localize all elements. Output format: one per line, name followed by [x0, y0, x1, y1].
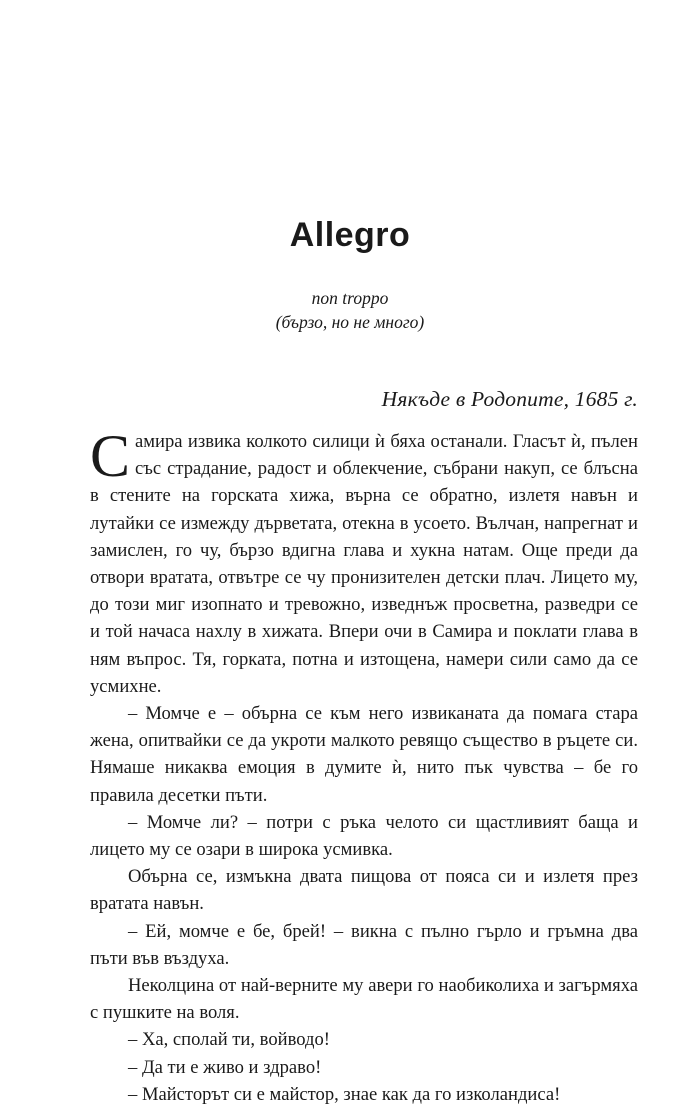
tempo-line-translation: (бързо, но не много)	[275, 312, 425, 332]
paragraph-5: – Ей, момче е бе, брей! – викна с пълно гърло и гръмна два пъти във въздуха.	[90, 920, 638, 969]
body-text	[90, 423, 638, 1108]
tempo-marking	[0, 286, 700, 334]
paragraph-1-text: амира извика колкото силици ѝ бяха останали. Гласът ѝ, пълен със страдание, радост и облекчение, събрани накуп, се блъсна в стените на горската хижа, върна се обратно, излетя навън и лутайки се измежду дърветата, отекна в усоето. Вълчан, напрегнат и замислен, го чу, бързо вдигна глава и хукна натам. Още преди да отвори вратата, отвътре се чу пронизителен детски плач. Лицето му, до този миг изопнато и тревожно, изведнъж просветна, разведри се и той начаса нахлу в хижата. Впери очи в Самира и поклати глава в ням въпрос. Тя, горката, потна и изтощена, намери сили само да се усмихне.	[90, 431, 638, 697]
paragraph-3: – Момче ли? – потри с ръка челото си щастливият баща и лицето му се озари в широка усмивка.	[90, 811, 638, 861]
paragraph-8: – Да ти е живо и здраво!	[128, 1056, 322, 1078]
place-date-heading: Някъде в Родопите, 1685 г.	[381, 387, 638, 411]
paragraph-9: – Майсторът си е майстор, знае как да го изколандиса!	[128, 1083, 561, 1105]
paragraph-2: – Момче е – обърна се към него извиканата да помага стара жена, опитвайки се да укроти малкото ревящо същество в ръцете си. Нямаше никаква емоция в думите ѝ, нито пък чувства – бе го правила десетки пъти.	[90, 703, 638, 806]
chapter-title: Allegro	[289, 216, 411, 254]
drop-cap: С	[90, 423, 131, 489]
paragraph-7: – Ха, сполай ти, войводо!	[128, 1029, 330, 1051]
paragraph-1	[90, 423, 638, 700]
tempo-line-italian: non troppo	[311, 288, 389, 308]
paragraph-6: Неколцина от най-верните му авери го наобиколиха и загърмяха с пушките на воля.	[90, 975, 638, 1024]
paragraph-4: Обърна се, измъкна двата пищова от пояса си и излетя през вратата навън.	[90, 866, 638, 915]
